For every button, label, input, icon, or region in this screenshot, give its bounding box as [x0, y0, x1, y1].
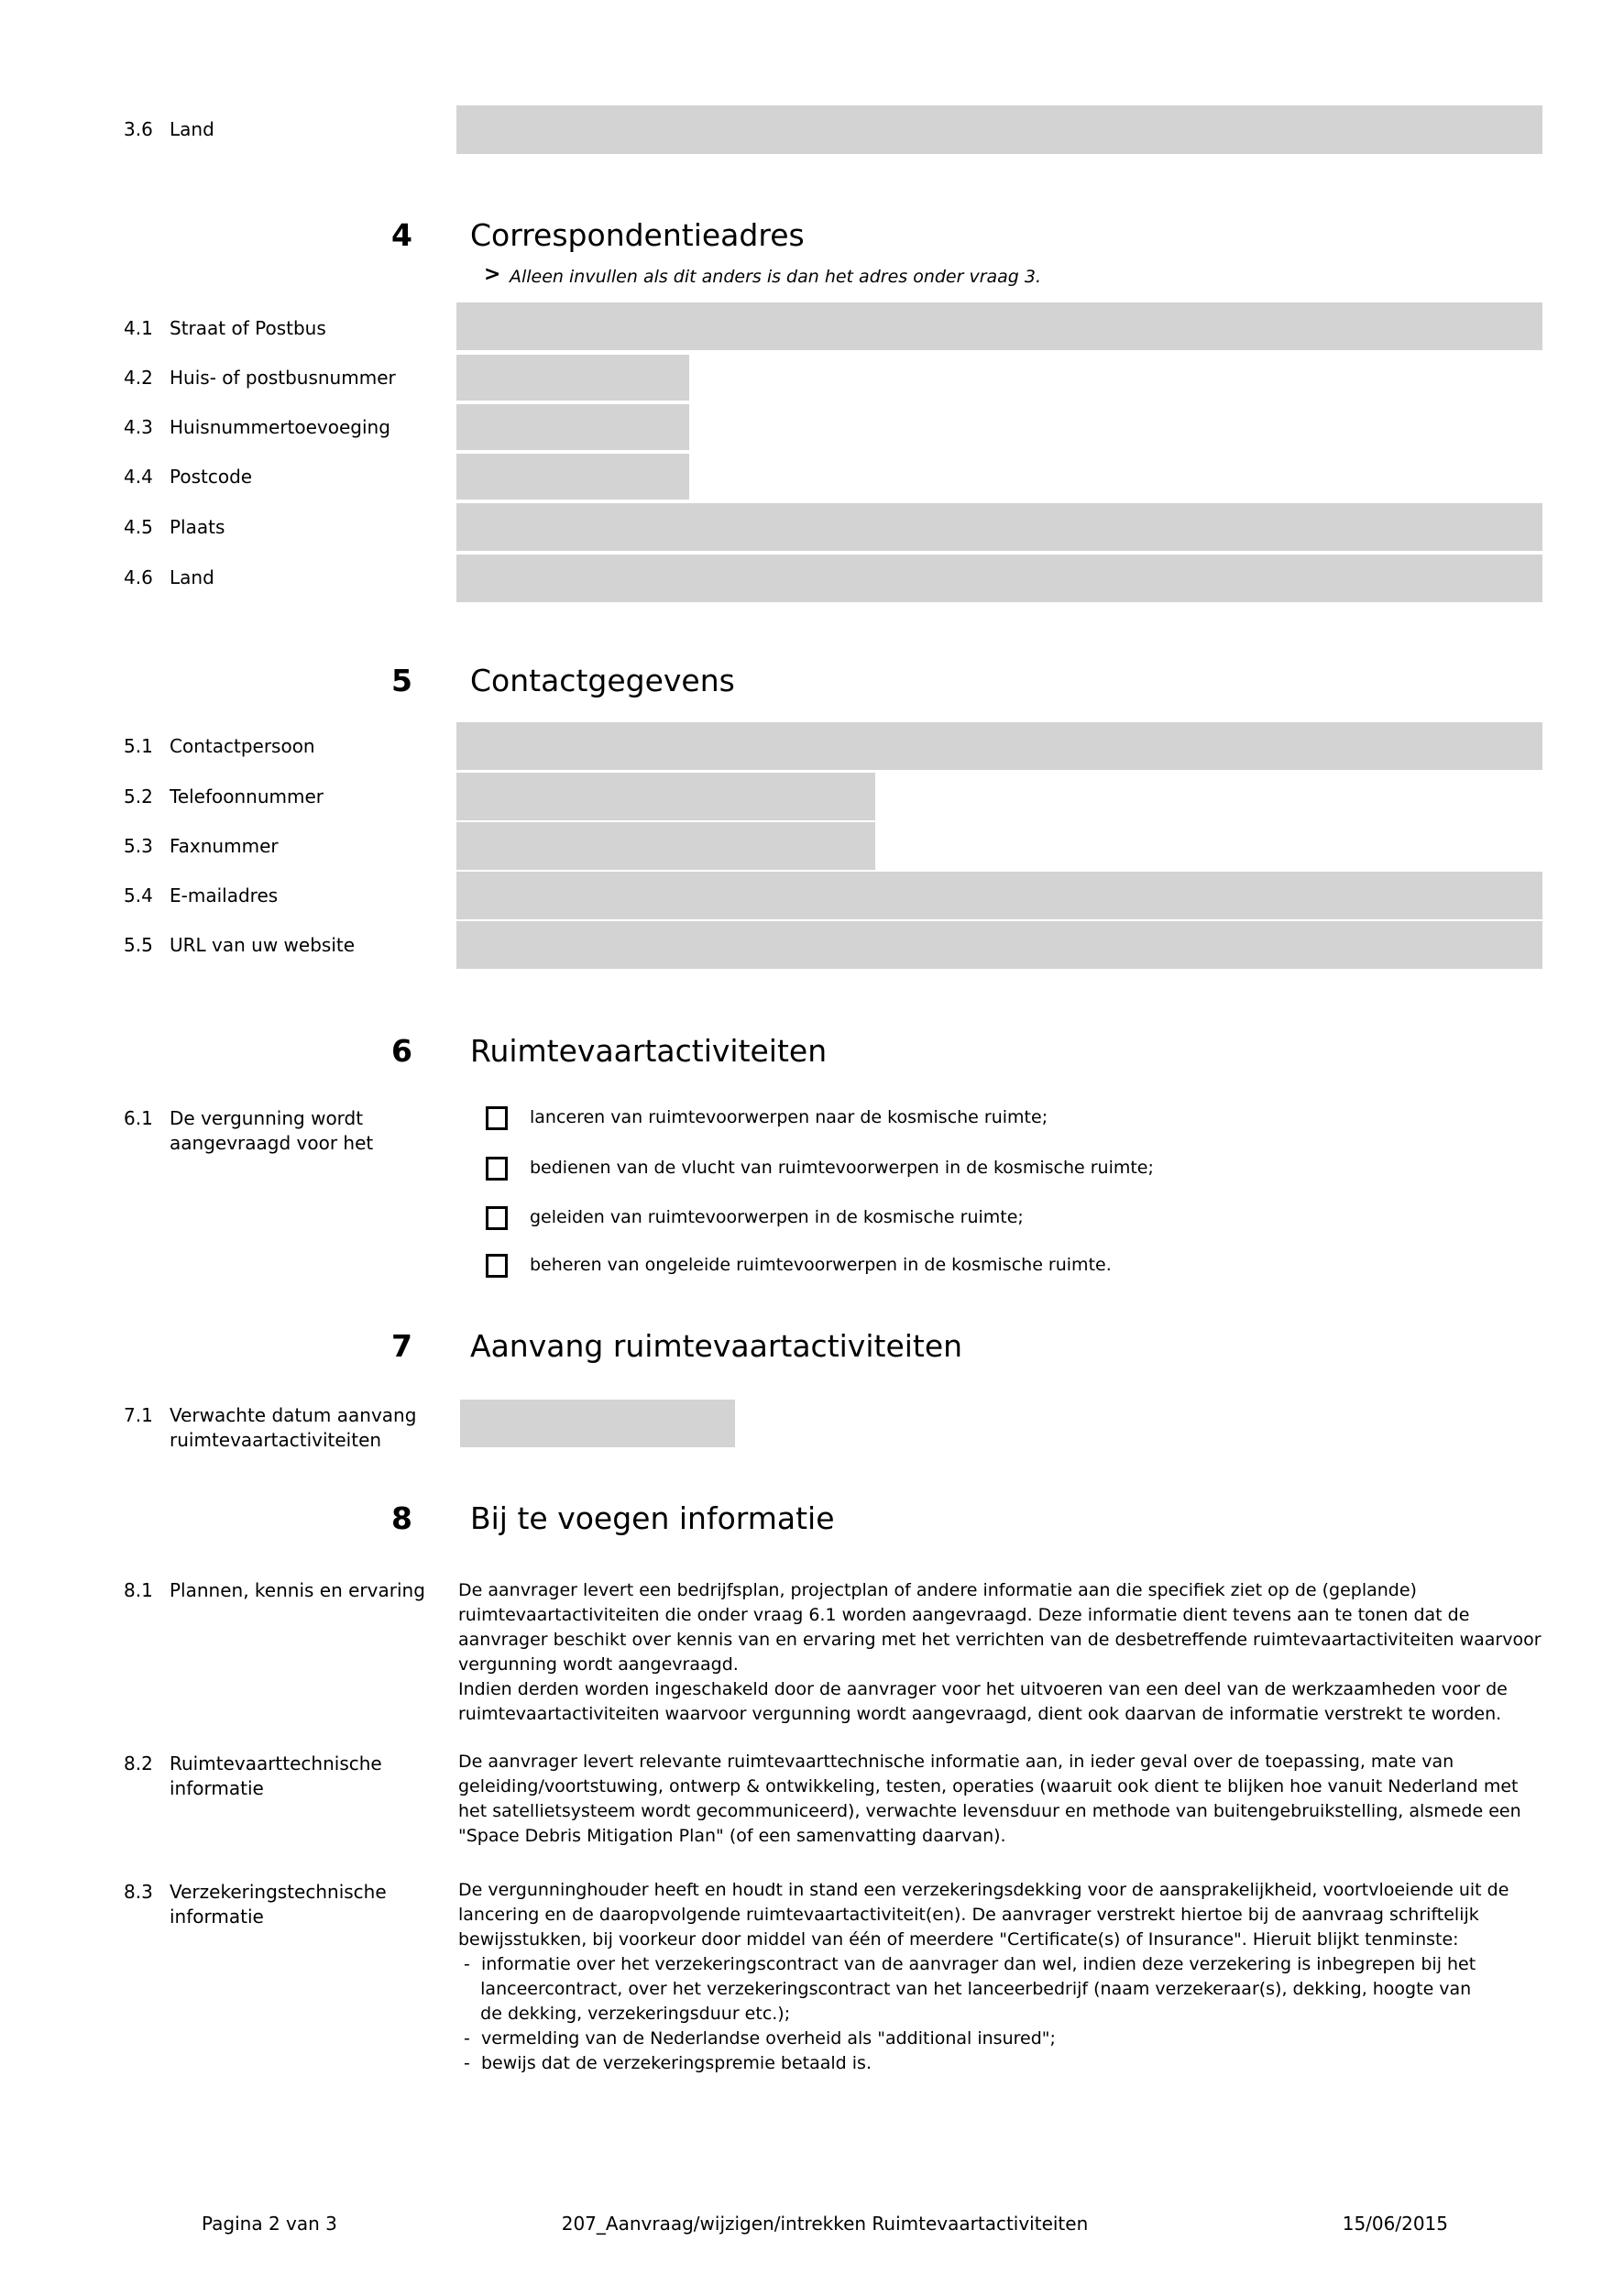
input-field-4-5-plaats[interactable]	[456, 503, 1542, 551]
section-8-number: 8	[391, 1500, 412, 1536]
checkbox-label-lanceren: lanceren van ruimtevoorwerpen naar de kosmische ruimte;	[530, 1107, 1048, 1127]
section-5-title: Contactgegevens	[470, 663, 735, 698]
input-field-5-3-faxnummer[interactable]	[456, 822, 875, 870]
section-8-title: Bij te voegen informatie	[470, 1500, 835, 1536]
input-field-3-6-land[interactable]	[456, 105, 1542, 154]
section-4-number: 4	[391, 217, 412, 253]
text-line: ruimtevaartactiviteiten die onder vraag 6.1 worden aangevraagd. Deze informatie dient tevens aan te tonen dat de	[458, 1605, 1470, 1625]
question-number-4-2: 4.2	[124, 367, 153, 389]
note-arrow-icon: >	[484, 263, 501, 286]
text-line: De aanvrager levert een bedrijfsplan, projectplan of andere informatie aan die specifiek ziet op de (geplande)	[458, 1580, 1417, 1600]
text-line: - informatie over het verzekeringscontract van de aanvrager dan wel, indien deze verzekering is inbegrepen bij het	[458, 1954, 1476, 1974]
label-8-3-verzekeringstechnisch: Verzekeringstechnische informatie	[170, 1881, 387, 1928]
label-5-2-telefoonnummer: Telefoonnummer	[170, 785, 324, 807]
info-text-8-1	[458, 1578, 1542, 1727]
text-line: lancering en de daaropvolgende ruimtevaartactiviteit(en). De aanvrager verstrekt hiertoe bij de aanvraag schriftelijk	[458, 1905, 1479, 1925]
label-5-5-website: URL van uw website	[170, 934, 356, 956]
text-line: - vermelding van de Nederlandse overheid als "additional insured";	[458, 2028, 1056, 2049]
text-line: geleiding/voortstuwing, ontwerp & ontwikkeling, testen, operaties (waaruit ook dient te blijken hoe vanuit Nederland met	[458, 1776, 1519, 1796]
input-field-5-4-emailadres[interactable]	[456, 872, 1542, 919]
label-7-1-verwachte-datum: Verwachte datum aanvang ruimtevaartactiviteiten	[170, 1404, 417, 1451]
input-field-5-5-website[interactable]	[456, 921, 1542, 969]
section-5-number: 5	[391, 663, 412, 698]
text-line: ruimtevaartactiviteiten waarvoor vergunning wordt aangevraagd, dient ook daarvan de informatie verstrekt te worden.	[458, 1704, 1502, 1724]
question-number-4-5: 4.5	[124, 516, 153, 538]
label-4-6-land: Land	[170, 566, 214, 588]
text-line: het satellietsysteem wordt gecommuniceerd), verwachte levensduur en methode van buitengebruikstelling, alsmede een	[458, 1801, 1521, 1821]
section-6-title: Ruimtevaartactiviteiten	[470, 1033, 828, 1069]
info-text-8-2	[458, 1750, 1521, 1849]
label-4-4-postcode: Postcode	[170, 466, 253, 488]
label-8-1-plannen: Plannen, kennis en ervaring	[170, 1579, 425, 1601]
label-5-4-emailadres: E-mailadres	[170, 884, 279, 906]
footer-date: 15/06/2015	[1342, 2213, 1448, 2235]
input-field-7-1-datum[interactable]	[460, 1400, 735, 1447]
label-5-3-faxnummer: Faxnummer	[170, 835, 279, 857]
text-line: De vergunninghouder heeft en houdt in stand een verzekeringsdekking voor de aansprakelijkheid, voortvloeiende uit de	[458, 1880, 1509, 1900]
section-7-title: Aanvang ruimtevaartactiviteiten	[470, 1328, 963, 1364]
section-6-number: 6	[391, 1033, 412, 1069]
section-4-note: Alleen invullen als dit anders is dan het adres onder vraag 3.	[510, 267, 1042, 287]
text-line: de dekking, verzekeringsduur etc.);	[458, 2004, 791, 2024]
checkbox-label-bedienen: bedienen van de vlucht van ruimtevoorwerpen in de kosmische ruimte;	[530, 1158, 1154, 1178]
checkbox-beheren[interactable]	[486, 1254, 508, 1278]
checkbox-label-beheren: beheren van ongeleide ruimtevoorwerpen in de kosmische ruimte.	[530, 1255, 1112, 1275]
footer-document-title: 207_Aanvraag/wijzigen/intrekken Ruimtevaartactiviteiten	[561, 2213, 1089, 2235]
input-field-4-6-land[interactable]	[456, 555, 1542, 602]
question-number-7-1: 7.1	[124, 1404, 153, 1426]
input-field-5-1-contactpersoon[interactable]	[456, 722, 1542, 770]
question-number-4-4: 4.4	[124, 466, 153, 488]
label-5-1-contactpersoon: Contactpersoon	[170, 735, 315, 757]
info-text-8-3	[458, 1878, 1509, 2076]
text-line: Indien derden worden ingeschakeld door de aanvrager voor het uitvoeren van een deel van de werkzaamheden voor de	[458, 1679, 1508, 1699]
question-number-5-5: 5.5	[124, 934, 153, 956]
text-line: "Space Debris Mitigation Plan" (of een samenvatting daarvan).	[458, 1826, 1006, 1846]
input-field-4-1-straat[interactable]	[456, 302, 1542, 350]
question-number-4-3: 4.3	[124, 416, 153, 438]
question-number-6-1: 6.1	[124, 1107, 153, 1129]
label-6-1-vergunning: De vergunning wordt aangevraagd voor het	[170, 1107, 374, 1154]
text-line: lanceercontract, over het verzekeringscontract van het lanceerbedrijf (naam verzekeraar(s), dekking, hoogte van	[458, 1979, 1472, 1999]
question-number-5-4: 5.4	[124, 884, 153, 906]
label-4-3-toevoeging: Huisnummertoevoeging	[170, 416, 390, 438]
label-4-2-huisnummer: Huis- of postbusnummer	[170, 367, 396, 389]
label-3-6-land: Land	[170, 118, 214, 140]
question-number-5-2: 5.2	[124, 785, 153, 807]
checkbox-lanceren[interactable]	[486, 1106, 508, 1130]
input-field-4-3-toevoeging[interactable]	[456, 404, 689, 450]
text-line: aanvrager beschikt over kennis van en ervaring met het verrichten van de desbetreffende ruimtevaartactiviteiten waarvoor	[458, 1630, 1542, 1650]
checkbox-geleiden[interactable]	[486, 1206, 508, 1230]
label-4-5-plaats: Plaats	[170, 516, 225, 538]
input-field-4-2-huisnummer[interactable]	[456, 355, 689, 401]
question-number-5-3: 5.3	[124, 835, 153, 857]
footer-page-number: Pagina 2 van 3	[202, 2213, 337, 2235]
input-field-5-2-telefoonnummer[interactable]	[456, 773, 875, 820]
input-field-4-4-postcode[interactable]	[456, 454, 689, 500]
section-4-title: Correspondentieadres	[470, 217, 805, 253]
question-number-8-1: 8.1	[124, 1579, 153, 1601]
text-line: bewijsstukken, bij voorkeur door middel van één of meerdere "Certificate(s) of Insurance". Hieruit blijkt tenminste:	[458, 1929, 1459, 1950]
text-line: - bewijs dat de verzekeringspremie betaald is.	[458, 2053, 872, 2073]
checkbox-label-geleiden: geleiden van ruimtevoorwerpen in de kosmische ruimte;	[530, 1207, 1024, 1227]
question-number-3-6: 3.6	[124, 118, 153, 140]
checkbox-bedienen[interactable]	[486, 1157, 508, 1181]
question-number-8-3: 8.3	[124, 1881, 153, 1903]
section-7-number: 7	[391, 1328, 412, 1364]
label-4-1-straat: Straat of Postbus	[170, 317, 326, 339]
question-number-5-1: 5.1	[124, 735, 153, 757]
question-number-4-6: 4.6	[124, 566, 153, 588]
label-8-2-ruimtevaarttechnisch: Ruimtevaarttechnische informatie	[170, 1752, 382, 1799]
text-line: vergunning wordt aangevraagd.	[458, 1654, 739, 1675]
question-number-4-1: 4.1	[124, 317, 153, 339]
question-number-8-2: 8.2	[124, 1752, 153, 1774]
text-line: De aanvrager levert relevante ruimtevaarttechnische informatie aan, in ieder geval over de toepassing, mate van	[458, 1752, 1454, 1772]
